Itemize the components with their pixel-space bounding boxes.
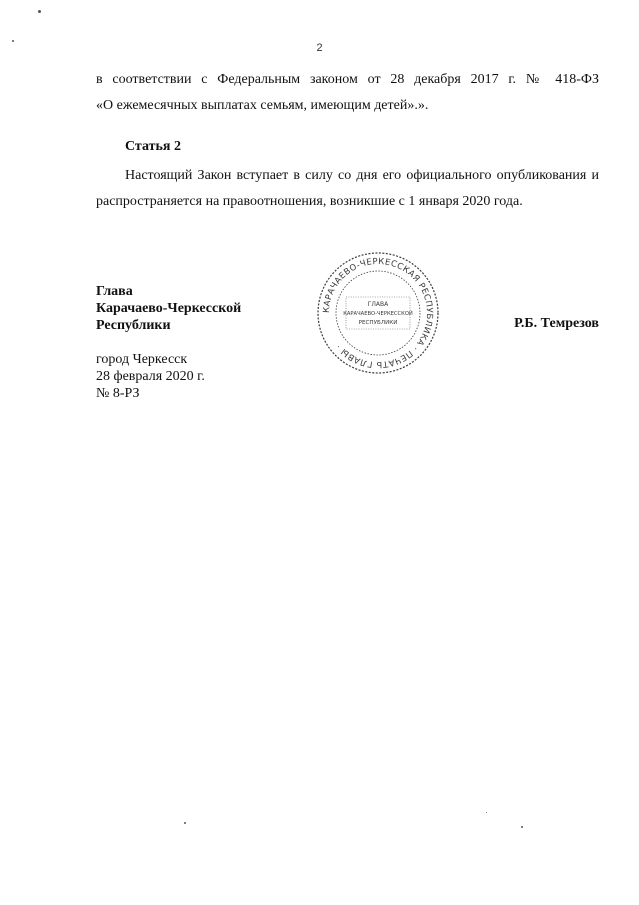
- scan-speck: [38, 10, 41, 13]
- place-date: 28 февраля 2020 г.: [96, 369, 205, 384]
- paragraph-reference-law: [96, 67, 599, 119]
- seal-ring-text: КАРАЧАЕВО-ЧЕРКЕССКАЯ РЕСПУБЛИКА · ПЕЧАТЬ ГЛАВЫ ·: [321, 256, 435, 370]
- scan-speck: [486, 812, 487, 813]
- scan-speck: [184, 822, 186, 824]
- place-city: город Черкесск: [96, 352, 188, 367]
- signer-name: Р.Б. Темрезов: [514, 316, 599, 331]
- page-number: 2: [316, 42, 323, 54]
- article-text: Настоящий Закон вступает в силу со дня его официального опубликования и распространяется на правоотношения, возникшие с 1 января 2020 года.: [96, 168, 599, 209]
- seal-inner-line-2: КАРАЧАЕВО-ЧЕРКЕССКОЙ: [343, 311, 413, 317]
- signer-title: [96, 283, 241, 334]
- law-number: № 8-РЗ: [96, 386, 140, 401]
- official-seal-icon: [316, 251, 440, 375]
- signer-title-line-3: Республики: [96, 318, 171, 333]
- seal-inner-line-3: РЕСПУБЛИКИ: [358, 320, 398, 326]
- place-date-number: [96, 351, 205, 402]
- paragraph-line-2: «О ежемесячных выплатах семьям, имеющим детей».».: [96, 98, 429, 113]
- signer-title-line-2: Карачаево-Черкесской: [96, 301, 242, 316]
- paragraph-line-1: в соответствии с Федеральным законом от 28 декабря 2017 г. № 418-ФЗ: [96, 72, 599, 87]
- seal-inner-line-1: ГЛАВА: [367, 301, 389, 308]
- scan-speck: [12, 40, 14, 42]
- scan-speck: [521, 826, 523, 828]
- article-heading: Статья 2: [125, 139, 181, 154]
- signer-title-line-1: Глава: [96, 284, 133, 299]
